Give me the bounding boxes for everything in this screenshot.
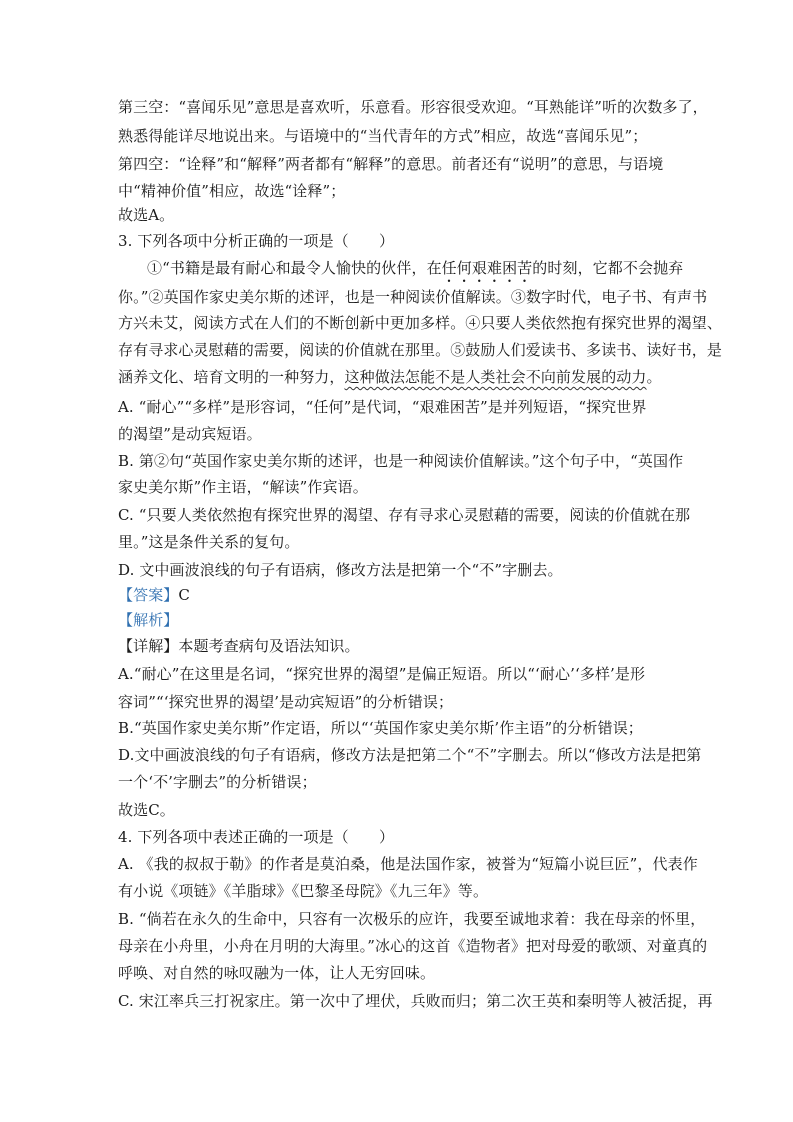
text-line: 第四空：“诠释”和“解释”两者都有“解释”的意思。前者还有“说明”的意思，与语境 <box>118 155 664 173</box>
passage-line <box>147 258 683 286</box>
explanation-line: 一个‘不’字删去”的分析错误； <box>118 773 317 791</box>
text-line: 故选A。 <box>118 206 175 224</box>
option-d: D. 文中画波浪线的句子有语病，修改方法是把第一个“不”字删去。 <box>118 561 563 579</box>
passage-line: 存有寻求心灵慰藉的需要，阅读的价值就在那里。⑤鼓励人们爱读书、多读书、读好书，是 <box>118 341 723 359</box>
question-3-stem: 3. 下列各项中分析正确的一项是（ ） <box>118 232 395 250</box>
explanation-line: A.“耐心”在这里是名词，“探究世界的渴望”是偏正短语。所以“‘耐心’‘多样’是形 <box>118 665 646 683</box>
option-b-cont: 家史美尔斯”作主语，“解读”作宾语。 <box>118 478 368 496</box>
option-b: B. 第②句“英国作家史美尔斯的述评，也是一种阅读价值解读。”这个句子中，“英国作 <box>118 452 684 470</box>
option-a-cont: 的渴望”是动宾短语。 <box>118 425 262 443</box>
answer-value: C <box>178 586 190 604</box>
passage-line <box>118 367 662 387</box>
passage-text: 。 <box>646 368 662 386</box>
dotted-emphasis-text: 任何艰难困苦 <box>441 259 533 277</box>
option-b-cont: 母亲在小舟里，小舟在月明的大海里。”冰心的这首《造物者》把对母爱的歌颂、对童真的 <box>118 937 708 955</box>
detail-label: 【详解】 <box>118 637 179 655</box>
passage-line: 你。”②英国作家史美尔斯的述评，也是一种阅读价值解读。③数字时代，电子书、有声书 <box>118 288 708 306</box>
explanation-line: 容词”“‘探究世界的渴望’是动宾短语”的分析错误； <box>118 693 454 711</box>
explanation-line: B.“英国作家史美尔斯”作定语，所以“‘英国作家史美尔斯’作主语”的分析错误； <box>118 719 643 737</box>
text-line: 故选C。 <box>118 801 175 819</box>
passage-text: 涵养文化、培育文明的一种努力， <box>118 368 345 386</box>
detail-line <box>118 636 360 656</box>
option-c: C. “只要人类依然抱有探究世界的渴望、存有寻求心灵慰藉的需要，阅读的价值就在那 <box>118 506 691 524</box>
analysis-label: 【解析】 <box>118 611 179 629</box>
option-b: B. “倘若在永久的生命中，只容有一次极乐的应许，我要至诚地求着：我在母亲的怀里， <box>118 910 706 928</box>
detail-text: 本题考查病句及语法知识。 <box>178 637 360 655</box>
option-b-cont: 呼唤、对自然的咏叹融为一体，让人无穷回味。 <box>118 964 436 982</box>
option-c: C. 宋江率兵三打祝家庄。第一次中了埋伏，兵败而归；第二次王英和秦明等人被活捉，再 <box>118 992 713 1010</box>
question-4-stem: 4. 下列各项中表述正确的一项是（ ） <box>118 828 395 846</box>
option-c-cont: 里。”这是条件关系的复句。 <box>118 533 300 551</box>
option-a-cont: 有小说《项链》《羊脂球》《巴黎圣母院》《九三年》等。 <box>118 882 489 900</box>
wavy-underlined-sentence: 这种做法怎能不是人类社会不向前发展的动力 <box>344 368 647 386</box>
answer-line <box>118 585 190 605</box>
passage-text: 的时刻，它都不会抛弃 <box>532 259 684 277</box>
answer-label: 【答案】 <box>118 586 179 604</box>
text-line: 熟悉得能详尽地说出来。与语境中的“当代青年的方式”相应，故选“喜闻乐见”； <box>118 127 648 145</box>
text-line: 第三空：“喜闻乐见”意思是喜欢听，乐意看。形容很受欢迎。“耳熟能详”听的次数多了， <box>118 98 708 116</box>
option-a: A. “耐心”“多样”是形容词，“任何”是代词，“艰难困苦”是并列短语，“探究世界 <box>118 398 647 416</box>
explanation-line: D.文中画波浪线的句子有语病，修改方法是把第二个“不”字删去。所以“修改方法是把第 <box>118 746 702 764</box>
option-a: A. 《我的叔叔于勒》的作者是莫泊桑，他是法国作家，被誉为“短篇小说巨匠”，代表作 <box>118 855 698 873</box>
passage-text: ①“书籍是最有耐心和最令人愉快的伙伴，在 <box>147 259 442 277</box>
passage-line: 方兴未艾，阅读方式在人们的不断创新中更加多样。④只要人类依然抱有探究世界的渴望、 <box>118 314 723 332</box>
text-line: 中“精神价值”相应，故选“诠释”； <box>118 182 346 200</box>
